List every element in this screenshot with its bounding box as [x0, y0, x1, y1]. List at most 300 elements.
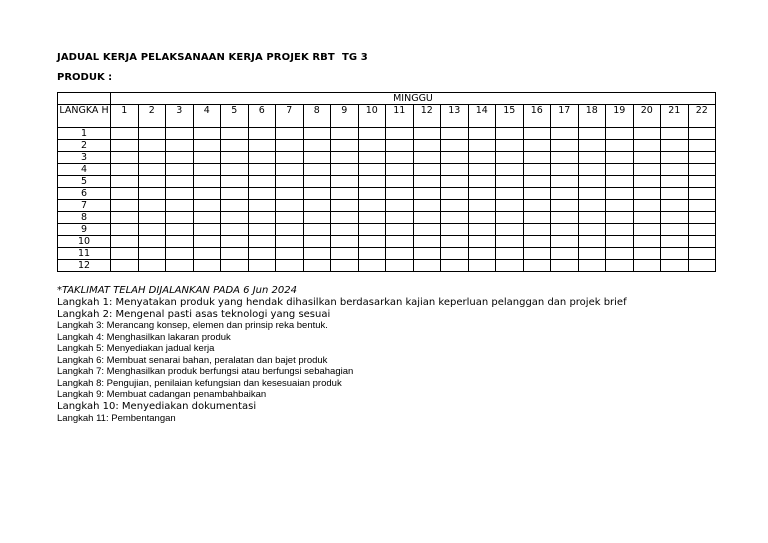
step-description: Langkah 9: Membuat cadangan penambahbaikan — [57, 389, 267, 401]
schedule-cell — [386, 224, 414, 236]
schedule-cell — [551, 176, 579, 188]
schedule-cell — [578, 224, 606, 236]
schedule-cell — [111, 236, 139, 248]
schedule-cell — [661, 212, 689, 224]
notes-list — [57, 285, 627, 424]
schedule-cell — [413, 236, 441, 248]
schedule-cell — [606, 164, 634, 176]
schedule-cell — [358, 140, 386, 152]
week-header-19: 19 — [606, 105, 634, 128]
schedule-cell — [441, 176, 469, 188]
schedule-cell — [496, 152, 524, 164]
schedule-cell — [248, 164, 276, 176]
schedule-cell — [633, 128, 661, 140]
schedule-cell — [496, 164, 524, 176]
schedule-cell — [331, 200, 359, 212]
schedule-cell — [358, 128, 386, 140]
schedule-cell — [358, 212, 386, 224]
schedule-cell — [413, 176, 441, 188]
schedule-cell — [166, 152, 194, 164]
table-row — [58, 128, 716, 140]
schedule-cell — [303, 152, 331, 164]
schedule-cell — [303, 212, 331, 224]
schedule-cell — [221, 236, 249, 248]
schedule-cell — [248, 260, 276, 272]
table-row — [58, 188, 716, 200]
week-header-22: 22 — [688, 105, 716, 128]
schedule-cell — [551, 236, 579, 248]
schedule-cell — [441, 152, 469, 164]
schedule-cell — [661, 248, 689, 260]
schedule-cell — [111, 212, 139, 224]
schedule-cell — [606, 212, 634, 224]
schedule-cell — [276, 188, 304, 200]
table-row — [58, 248, 716, 260]
schedule-cell — [606, 188, 634, 200]
schedule-cell — [606, 200, 634, 212]
schedule-cell — [688, 188, 716, 200]
schedule-cell — [688, 128, 716, 140]
schedule-cell — [358, 152, 386, 164]
schedule-cell — [413, 128, 441, 140]
schedule-cell — [578, 248, 606, 260]
schedule-cell — [331, 140, 359, 152]
schedule-cell — [688, 236, 716, 248]
schedule-cell — [276, 248, 304, 260]
schedule-cell — [138, 128, 166, 140]
schedule-cell — [441, 200, 469, 212]
schedule-cell — [441, 248, 469, 260]
schedule-cell — [633, 200, 661, 212]
table-row — [58, 260, 716, 272]
schedule-cell — [386, 164, 414, 176]
table-row — [58, 164, 716, 176]
schedule-cell — [441, 188, 469, 200]
schedule-cell — [496, 248, 524, 260]
schedule-cell — [276, 224, 304, 236]
schedule-cell — [248, 236, 276, 248]
schedule-cell — [303, 188, 331, 200]
schedule-cell — [496, 176, 524, 188]
week-header-16: 16 — [523, 105, 551, 128]
week-header-18: 18 — [578, 105, 606, 128]
header-corner-cell — [58, 93, 111, 105]
schedule-cell — [441, 224, 469, 236]
schedule-cell — [468, 152, 496, 164]
step-number-cell: 1 — [58, 128, 111, 140]
schedule-cell — [606, 236, 634, 248]
schedule-cell — [633, 164, 661, 176]
schedule-cell — [578, 212, 606, 224]
schedule-cell — [138, 224, 166, 236]
schedule-cell — [688, 152, 716, 164]
schedule-cell — [551, 200, 579, 212]
step-number-cell: 6 — [58, 188, 111, 200]
step-description: Langkah 6: Membuat senarai bahan, peralatan dan bajet produk — [57, 354, 328, 366]
schedule-cell — [661, 152, 689, 164]
schedule-cell — [688, 248, 716, 260]
schedule-cell — [111, 224, 139, 236]
week-header-14: 14 — [468, 105, 496, 128]
schedule-cell — [633, 212, 661, 224]
schedule-cell — [688, 260, 716, 272]
schedule-cell — [661, 236, 689, 248]
schedule-cell — [193, 212, 221, 224]
schedule-cell — [688, 224, 716, 236]
schedule-cell — [358, 260, 386, 272]
schedule-cell — [193, 200, 221, 212]
schedule-cell — [248, 188, 276, 200]
schedule-cell — [413, 140, 441, 152]
schedule-cell — [441, 128, 469, 140]
schedule-cell — [276, 128, 304, 140]
week-header-12: 12 — [413, 105, 441, 128]
schedule-cell — [276, 164, 304, 176]
schedule-cell — [303, 224, 331, 236]
schedule-cell — [331, 188, 359, 200]
schedule-cell — [331, 176, 359, 188]
schedule-cell — [578, 152, 606, 164]
schedule-cell — [221, 200, 249, 212]
schedule-cell — [138, 164, 166, 176]
schedule-cell — [661, 176, 689, 188]
week-header-8: 8 — [303, 105, 331, 128]
schedule-cell — [386, 212, 414, 224]
schedule-cell — [248, 248, 276, 260]
schedule-cell — [578, 176, 606, 188]
schedule-cell — [331, 260, 359, 272]
schedule-cell — [633, 248, 661, 260]
schedule-cell — [221, 212, 249, 224]
schedule-cell — [688, 140, 716, 152]
schedule-cell — [276, 176, 304, 188]
schedule-cell — [358, 164, 386, 176]
schedule-cell — [578, 164, 606, 176]
schedule-cell — [496, 128, 524, 140]
schedule-cell — [166, 176, 194, 188]
briefing-note: *TAKLIMAT TELAH DIJALANKAN PADA 6 Jun 2024 — [57, 285, 297, 296]
week-header-20: 20 — [633, 105, 661, 128]
schedule-cell — [661, 164, 689, 176]
schedule-cell — [166, 200, 194, 212]
schedule-cell — [303, 128, 331, 140]
schedule-cell — [633, 224, 661, 236]
schedule-cell — [551, 188, 579, 200]
schedule-cell — [111, 188, 139, 200]
step-description: Langkah 2: Mengenal pasti asas teknologi yang sesuai — [57, 308, 331, 320]
minggu-header: MINGGU — [111, 93, 716, 105]
schedule-cell — [166, 236, 194, 248]
schedule-cell — [688, 212, 716, 224]
schedule-cell — [138, 176, 166, 188]
schedule-cell — [331, 164, 359, 176]
step-description: Langkah 11: Pembentangan — [57, 412, 176, 424]
schedule-cell — [221, 176, 249, 188]
step-description: Langkah 1: Menyatakan produk yang hendak dihasilkan berdasarkan kajian keperluan pelanggan dan projek brief — [57, 296, 627, 308]
schedule-cell — [633, 176, 661, 188]
schedule-cell — [441, 212, 469, 224]
step-description: Langkah 5: Menyediakan jadual kerja — [57, 343, 215, 355]
schedule-cell — [551, 260, 579, 272]
schedule-cell — [248, 176, 276, 188]
schedule-cell — [386, 260, 414, 272]
schedule-cell — [386, 248, 414, 260]
schedule-cell — [496, 200, 524, 212]
schedule-cell — [578, 260, 606, 272]
schedule-cell — [138, 140, 166, 152]
table-row — [58, 224, 716, 236]
step-number-cell: 7 — [58, 200, 111, 212]
step-number-cell: 3 — [58, 152, 111, 164]
week-header-21: 21 — [661, 105, 689, 128]
schedule-cell — [248, 224, 276, 236]
schedule-cell — [661, 188, 689, 200]
schedule-cell — [276, 200, 304, 212]
schedule-cell — [193, 152, 221, 164]
table-row — [58, 200, 716, 212]
schedule-cell — [166, 212, 194, 224]
schedule-cell — [386, 152, 414, 164]
schedule-cell — [303, 176, 331, 188]
schedule-cell — [661, 260, 689, 272]
table-row — [58, 140, 716, 152]
produk-label: PRODUK : — [57, 72, 113, 83]
schedule-cell — [193, 236, 221, 248]
week-header-5: 5 — [221, 105, 249, 128]
week-header-4: 4 — [193, 105, 221, 128]
schedule-cell — [606, 260, 634, 272]
schedule-cell — [221, 128, 249, 140]
header-row-weeks — [58, 105, 716, 128]
schedule-cell — [578, 236, 606, 248]
week-header-6: 6 — [248, 105, 276, 128]
step-number-cell: 11 — [58, 248, 111, 260]
schedule-cell — [276, 260, 304, 272]
week-header-7: 7 — [276, 105, 304, 128]
schedule-cell — [413, 152, 441, 164]
schedule-cell — [111, 176, 139, 188]
schedule-cell — [166, 188, 194, 200]
schedule-cell — [578, 188, 606, 200]
schedule-cell — [468, 176, 496, 188]
schedule-cell — [606, 176, 634, 188]
schedule-cell — [276, 236, 304, 248]
schedule-cell — [193, 164, 221, 176]
schedule-cell — [468, 188, 496, 200]
schedule-cell — [193, 140, 221, 152]
schedule-cell — [468, 236, 496, 248]
schedule-cell — [523, 260, 551, 272]
step-description: Langkah 4: Menghasilkan lakaran produk — [57, 331, 231, 343]
step-description: Langkah 7: Menghasilkan produk berfungsi atau berfungsi sebahagian — [57, 366, 354, 378]
schedule-cell — [523, 200, 551, 212]
schedule-cell — [606, 248, 634, 260]
schedule-cell — [276, 152, 304, 164]
schedule-cell — [138, 188, 166, 200]
schedule-cell — [138, 152, 166, 164]
schedule-cell — [303, 248, 331, 260]
schedule-cell — [358, 188, 386, 200]
schedule-cell — [496, 224, 524, 236]
schedule-cell — [578, 140, 606, 152]
schedule-cell — [221, 260, 249, 272]
schedule-cell — [111, 152, 139, 164]
schedule-cell — [413, 248, 441, 260]
schedule-cell — [468, 164, 496, 176]
schedule-cell — [496, 236, 524, 248]
schedule-cell — [331, 212, 359, 224]
schedule-cell — [413, 212, 441, 224]
schedule-cell — [551, 212, 579, 224]
schedule-cell — [248, 200, 276, 212]
table-row — [58, 152, 716, 164]
schedule-cell — [358, 200, 386, 212]
schedule-cell — [193, 248, 221, 260]
step-number-cell: 10 — [58, 236, 111, 248]
schedule-cell — [303, 200, 331, 212]
schedule-cell — [386, 176, 414, 188]
schedule-cell — [661, 140, 689, 152]
schedule-cell — [413, 164, 441, 176]
schedule-cell — [606, 152, 634, 164]
schedule-cell — [111, 200, 139, 212]
schedule-cell — [193, 260, 221, 272]
schedule-cell — [276, 212, 304, 224]
schedule-cell — [688, 176, 716, 188]
schedule-cell — [551, 248, 579, 260]
step-description: Langkah 10: Menyediakan dokumentasi — [57, 400, 257, 412]
schedule-cell — [138, 212, 166, 224]
week-header-1: 1 — [111, 105, 139, 128]
schedule-cell — [358, 176, 386, 188]
week-header-9: 9 — [331, 105, 359, 128]
schedule-cell — [111, 248, 139, 260]
schedule-cell — [633, 260, 661, 272]
schedule-cell — [358, 248, 386, 260]
schedule-cell — [523, 128, 551, 140]
schedule-cell — [111, 164, 139, 176]
schedule-cell — [138, 236, 166, 248]
week-header-3: 3 — [166, 105, 194, 128]
table-row — [58, 176, 716, 188]
schedule-cell — [468, 200, 496, 212]
schedule-cell — [166, 140, 194, 152]
schedule-cell — [413, 224, 441, 236]
schedule-cell — [358, 224, 386, 236]
schedule-cell — [523, 176, 551, 188]
schedule-cell — [413, 260, 441, 272]
schedule-cell — [523, 224, 551, 236]
schedule-cell — [551, 164, 579, 176]
schedule-cell — [248, 152, 276, 164]
step-number-cell: 5 — [58, 176, 111, 188]
schedule-cell — [166, 248, 194, 260]
schedule-cell — [606, 128, 634, 140]
schedule-cell — [633, 140, 661, 152]
schedule-cell — [248, 212, 276, 224]
schedule-cell — [331, 236, 359, 248]
schedule-cell — [661, 128, 689, 140]
schedule-cell — [303, 164, 331, 176]
schedule-cell — [688, 200, 716, 212]
schedule-cell — [578, 200, 606, 212]
schedule-cell — [166, 224, 194, 236]
schedule-cell — [276, 140, 304, 152]
schedule-cell — [496, 140, 524, 152]
schedule-cell — [221, 164, 249, 176]
schedule-cell — [523, 188, 551, 200]
schedule-cell — [551, 152, 579, 164]
schedule-cell — [221, 188, 249, 200]
step-number-cell: 2 — [58, 140, 111, 152]
step-number-cell: 9 — [58, 224, 111, 236]
schedule-cell — [661, 200, 689, 212]
schedule-cell — [221, 248, 249, 260]
schedule-cell — [331, 248, 359, 260]
schedule-cell — [138, 248, 166, 260]
schedule-cell — [303, 260, 331, 272]
schedule-table — [57, 92, 716, 272]
schedule-cell — [661, 224, 689, 236]
schedule-cell — [193, 188, 221, 200]
schedule-cell — [111, 140, 139, 152]
week-header-2: 2 — [138, 105, 166, 128]
schedule-cell — [441, 140, 469, 152]
schedule-cell — [193, 224, 221, 236]
schedule-cell — [551, 224, 579, 236]
schedule-cell — [523, 212, 551, 224]
schedule-cell — [688, 164, 716, 176]
schedule-cell — [331, 152, 359, 164]
schedule-cell — [193, 176, 221, 188]
schedule-cell — [496, 188, 524, 200]
schedule-cell — [358, 236, 386, 248]
schedule-cell — [523, 236, 551, 248]
schedule-cell — [303, 236, 331, 248]
schedule-cell — [138, 260, 166, 272]
schedule-cell — [248, 128, 276, 140]
schedule-cell — [468, 140, 496, 152]
schedule-cell — [496, 260, 524, 272]
schedule-cell — [523, 248, 551, 260]
week-header-10: 10 — [358, 105, 386, 128]
schedule-cell — [633, 152, 661, 164]
schedule-cell — [606, 140, 634, 152]
schedule-cell — [468, 212, 496, 224]
schedule-cell — [386, 140, 414, 152]
schedule-cell — [221, 140, 249, 152]
schedule-cell — [386, 236, 414, 248]
schedule-cell — [386, 128, 414, 140]
schedule-cell — [496, 212, 524, 224]
schedule-cell — [111, 260, 139, 272]
schedule-cell — [551, 128, 579, 140]
schedule-cell — [331, 224, 359, 236]
schedule-cell — [386, 200, 414, 212]
week-header-13: 13 — [441, 105, 469, 128]
schedule-cell — [413, 200, 441, 212]
schedule-cell — [468, 224, 496, 236]
schedule-cell — [441, 164, 469, 176]
schedule-cell — [303, 140, 331, 152]
schedule-cell — [441, 236, 469, 248]
schedule-cell — [166, 164, 194, 176]
schedule-cell — [331, 128, 359, 140]
schedule-cell — [441, 260, 469, 272]
schedule-cell — [606, 224, 634, 236]
step-description: Langkah 8: Pengujian, penilaian kefungsian dan kesesuaian produk — [57, 377, 342, 389]
table-row — [58, 236, 716, 248]
